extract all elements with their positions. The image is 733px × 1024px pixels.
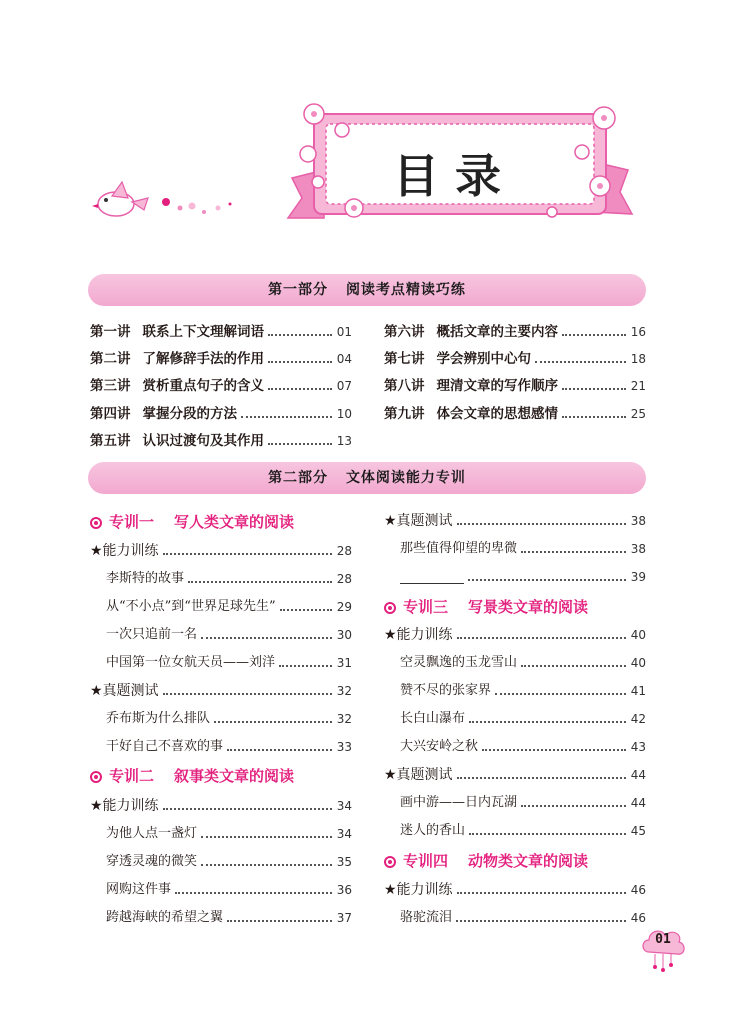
leader-dots: [280, 609, 332, 611]
page-number: 38: [630, 542, 646, 556]
page-number: 34: [336, 799, 352, 813]
toc-entry[interactable]: [106, 625, 352, 645]
page-number: 36: [336, 883, 352, 897]
lecture-number: 第一讲: [90, 324, 131, 340]
lecture-title: 学会辨别中心句: [436, 351, 531, 367]
toc-entry[interactable]: [384, 349, 646, 369]
page-number: 46: [630, 911, 646, 925]
article-title: 迷人的香山: [400, 823, 466, 838]
article-title: 长白山瀑布: [400, 711, 466, 726]
part2-header: [88, 462, 646, 494]
leader-dots: [201, 637, 332, 639]
page-title: 目录: [393, 149, 517, 203]
toc-entry[interactable]: [90, 349, 352, 369]
section-number: 专训三: [403, 598, 449, 616]
leader-dots: [562, 334, 626, 336]
page-number: 33: [336, 740, 352, 754]
article-title: 乔布斯为什么排队: [106, 711, 211, 726]
page-number: 10: [336, 407, 352, 421]
page-number: 37: [336, 911, 352, 925]
lecture-title: 赏析重点句子的含义: [142, 378, 264, 394]
toc-entry[interactable]: [400, 681, 646, 701]
page-number: 25: [630, 407, 646, 421]
toc-entry[interactable]: [106, 709, 352, 729]
part1-header: [88, 274, 646, 306]
article-title: 干好自己不喜欢的事: [106, 739, 224, 754]
circle-bullet-icon: [90, 771, 102, 783]
toc-entry[interactable]: [90, 541, 352, 561]
article-title: 穿透灵魂的微笑: [106, 854, 198, 869]
part1-title: 阅读考点精读巧练: [345, 282, 466, 298]
page-number-badge: [641, 926, 685, 972]
article-title: 画中游——日内瓦湖: [400, 795, 518, 810]
toc-entry[interactable]: [384, 765, 646, 785]
article-title: 大兴安岭之秋: [400, 739, 479, 754]
toc-entry[interactable]: [384, 880, 646, 900]
lecture-number: 第三讲: [90, 378, 131, 394]
lecture-title: 概括文章的主要内容: [436, 324, 558, 340]
subsection-label: ★真题测试: [384, 513, 453, 529]
article-title: 骆驼流泪: [400, 910, 453, 925]
part1-label: 第一部分: [268, 282, 329, 298]
leader-dots: [562, 416, 626, 418]
footer-page-number: 01: [655, 932, 671, 947]
section-heading[interactable]: [384, 851, 646, 871]
section-number: 专训四: [403, 852, 449, 870]
leader-dots: [482, 749, 626, 751]
subsection-label: ★能力训练: [90, 543, 159, 559]
page-number: 34: [336, 827, 352, 841]
page-number: 43: [630, 740, 646, 754]
lecture-title: 体会文章的思想感情: [436, 406, 558, 422]
toc-entry[interactable]: [384, 322, 646, 342]
page-number: 46: [630, 883, 646, 897]
page-number: 44: [630, 796, 646, 810]
toc-entry[interactable]: [106, 852, 352, 872]
section-title: 动物类文章的阅读: [468, 852, 589, 870]
page-number: 21: [630, 379, 646, 393]
leader-dots: [163, 553, 332, 555]
lecture-title: 联系上下文理解词语: [142, 324, 264, 340]
toc-entry[interactable]: [384, 511, 646, 531]
section-title: 叙事类文章的阅读: [174, 767, 295, 785]
leader-dots: [201, 836, 332, 838]
leader-dots: [163, 808, 332, 810]
page-number: 38: [630, 514, 646, 528]
leader-dots: [457, 777, 626, 779]
leader-dots: [268, 334, 332, 336]
toc-entry[interactable]: [106, 880, 352, 900]
leader-dots: [457, 637, 626, 639]
page-number: 29: [336, 600, 352, 614]
section-number: 专训一: [109, 513, 155, 531]
article-title: 那些值得仰望的卑微: [400, 541, 518, 556]
page-number: 35: [336, 855, 352, 869]
leader-dots: [562, 388, 626, 390]
subsection-label: ★能力训练: [384, 882, 453, 898]
page-number: 41: [630, 684, 646, 698]
leader-dots: [469, 721, 626, 723]
part2-title: 文体阅读能力专训: [345, 470, 466, 486]
lecture-title: 认识过渡句及其作用: [142, 433, 264, 449]
leader-dots: [241, 416, 332, 418]
leader-dots: [268, 361, 332, 363]
page-number: 01: [336, 325, 352, 339]
leader-dots: [268, 443, 332, 445]
leader-dots: [227, 920, 332, 922]
page-number: 18: [630, 352, 646, 366]
article-title: 一次只追前一名: [106, 627, 198, 642]
toc-entry[interactable]: [90, 681, 352, 701]
page-number: 28: [336, 544, 352, 558]
toc-entry[interactable]: [400, 737, 646, 757]
leader-dots: [279, 665, 332, 667]
blank-title-line: [400, 583, 464, 584]
lecture-title: 理清文章的写作顺序: [436, 378, 558, 394]
page-number: 42: [630, 712, 646, 726]
lecture-number: 第七讲: [384, 351, 425, 367]
leader-dots: [521, 805, 626, 807]
circle-bullet-icon: [384, 602, 396, 614]
leader-dots: [495, 693, 626, 695]
toc-entry[interactable]: [106, 824, 352, 844]
page-number: 16: [630, 325, 646, 339]
page-number: 40: [630, 628, 646, 642]
toc-entry[interactable]: [384, 404, 646, 424]
page-number: 13: [336, 434, 352, 448]
toc-entry[interactable]: [400, 793, 646, 813]
lecture-title: 了解修辞手法的作用: [142, 351, 264, 367]
lecture-number: 第二讲: [90, 351, 131, 367]
toc-entry[interactable]: [90, 796, 352, 816]
toc-entry[interactable]: [90, 376, 352, 396]
lecture-number: 第八讲: [384, 378, 425, 394]
lecture-number: 第五讲: [90, 433, 131, 449]
circle-bullet-icon: [90, 517, 102, 529]
lecture-number: 第九讲: [384, 406, 425, 422]
article-title: 中国第一位女航天员——刘洋: [106, 655, 276, 670]
leader-dots: [456, 920, 626, 922]
toc-entry[interactable]: [400, 539, 646, 559]
toc-entry[interactable]: [106, 597, 352, 617]
part2-label: 第二部分: [268, 470, 329, 486]
toc-entry[interactable]: [400, 567, 646, 587]
leader-dots: [175, 892, 332, 894]
article-title: 从“不小点”到“世界足球先生”: [106, 599, 276, 614]
subsection-label: ★真题测试: [90, 683, 159, 699]
toc-entry[interactable]: [400, 709, 646, 729]
page-number: 32: [336, 684, 352, 698]
article-title: 赞不尽的张家界: [400, 683, 492, 698]
section-heading[interactable]: [90, 766, 352, 786]
page-number: 30: [336, 628, 352, 642]
page-number: 32: [336, 712, 352, 726]
subsection-label: ★能力训练: [90, 798, 159, 814]
page-number: 39: [630, 570, 646, 584]
section-title: 写人类文章的阅读: [174, 513, 295, 531]
circle-bullet-icon: [384, 856, 396, 868]
toc-entry[interactable]: [400, 821, 646, 841]
leader-dots: [469, 833, 626, 835]
toc-entry[interactable]: [90, 322, 352, 342]
toc-entry[interactable]: [400, 653, 646, 673]
leader-dots: [163, 693, 332, 695]
leader-dots: [457, 523, 626, 525]
page-number: 40: [630, 656, 646, 670]
leader-dots: [201, 864, 332, 866]
page-number: 45: [630, 824, 646, 838]
leader-dots: [227, 749, 332, 751]
leader-dots: [188, 581, 332, 583]
section-heading[interactable]: [90, 512, 352, 532]
leader-dots: [268, 388, 332, 390]
lecture-title: 掌握分段的方法: [142, 406, 237, 422]
section-number: 专训二: [109, 767, 155, 785]
lecture-number: 第四讲: [90, 406, 131, 422]
article-title: 空灵飘逸的玉龙雪山: [400, 655, 518, 670]
toc-entry[interactable]: [106, 908, 352, 928]
page-number: 44: [630, 768, 646, 782]
subsection-label: ★真题测试: [384, 767, 453, 783]
toc-entry[interactable]: [400, 908, 646, 928]
leader-dots: [457, 892, 626, 894]
article-title: 李斯特的故事: [106, 571, 185, 586]
section-title: 写景类文章的阅读: [468, 598, 589, 616]
toc-entry[interactable]: [106, 569, 352, 589]
article-title: 为他人点一盏灯: [106, 826, 198, 841]
bird-icon: [92, 178, 242, 224]
leader-dots: [521, 551, 626, 553]
toc-entry[interactable]: [384, 376, 646, 396]
lecture-number: 第六讲: [384, 324, 425, 340]
leader-dots: [214, 721, 332, 723]
toc-entry[interactable]: [106, 653, 352, 673]
toc-entry[interactable]: [384, 625, 646, 645]
leader-dots: [521, 665, 626, 667]
page-number: 04: [336, 352, 352, 366]
page-number: 07: [336, 379, 352, 393]
toc-entry[interactable]: [90, 404, 352, 424]
toc-entry[interactable]: [90, 431, 352, 451]
page-number: 28: [336, 572, 352, 586]
article-title: 跨越海峡的希望之翼: [106, 910, 224, 925]
toc-entry[interactable]: [106, 737, 352, 757]
subsection-label: ★能力训练: [384, 627, 453, 643]
leader-dots: [535, 361, 626, 363]
leader-dots: [468, 579, 626, 581]
article-title: 网购这件事: [106, 882, 172, 897]
page-number: 31: [336, 656, 352, 670]
section-heading[interactable]: [384, 597, 646, 617]
